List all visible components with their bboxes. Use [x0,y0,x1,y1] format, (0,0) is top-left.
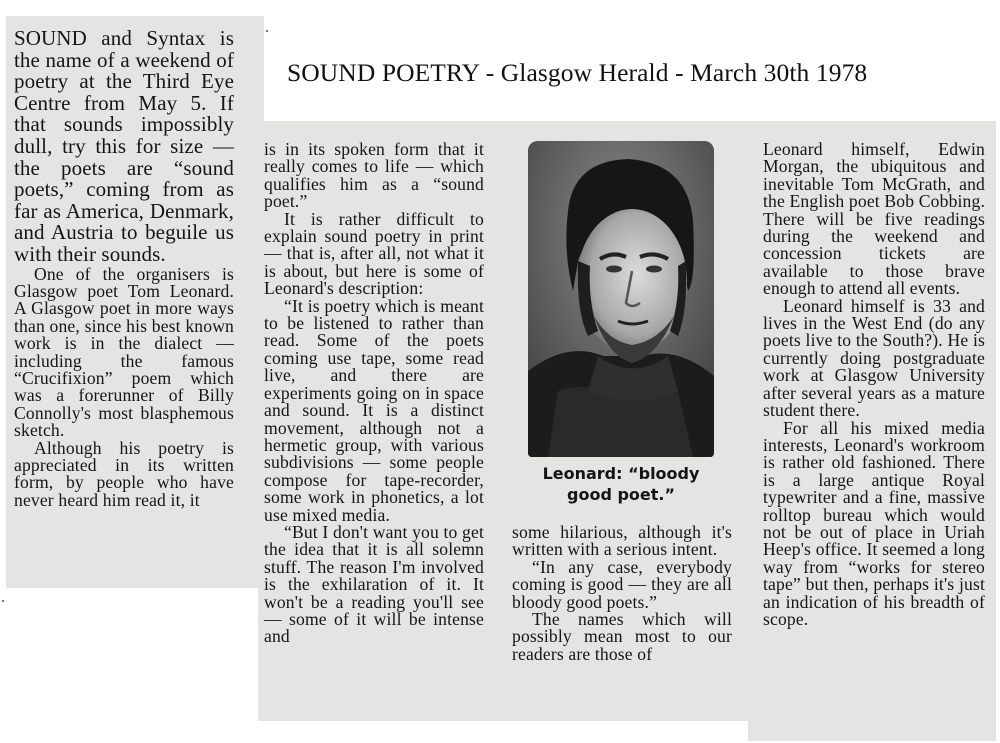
paragraph: Leonard himself, Edwin Morgan, the ubiquitous and inevitable Tom McGrath, and the English poet Bob Cobbing. There will be five readings during the weekend and concession tickets are available to those brave enough to attend all events. [763,139,985,299]
scan-speck [266,30,268,32]
article-column-1 [14,28,234,509]
paragraph: One of the organisers is Glasgow poet Tom Leonard. A Glasgow poet in more ways than one, since his best known work is in the dialect — including the famous “Crucifixion” poem which was a forerunner of Billy Connolly's most blasphemous sketch. [14,263,234,441]
photo-caption: Leonard: “bloody good poet.” [542,464,700,504]
article-column-3 [512,524,732,663]
paragraph: Although his poetry is appreciated in its written form, by people who have never heard him read it, it [14,437,234,510]
portrait-image [528,141,714,457]
article-column-2 [264,141,484,646]
article-column-4 [763,141,985,628]
scan-speck [2,600,4,602]
paragraph: “It is poetry which is meant to be listened to rather than read. Some of the poets coming use tape, some read live, and there are experiments going on in space and sound. It is a distinct movement, although not a hermetic group, with various subdivisions — some people compose for tape-recorder, some work in phonetics, a lot use mixed media. [264,295,484,525]
paragraph: is in its spoken form that it really comes to life — which qualifies him as a “sound poet.” [264,139,484,212]
lead-paragraph: SOUND and Syntax is the name of a weekend of poetry at the Third Eye Centre from May 5. If that sounds impossibly dull, try this for size — the poets are “sound poets,” coming from as far as America, Denmark, and Austria to beguile us with their sounds. [14,26,234,266]
paragraph: It is rather difficult to explain sound poetry in print — that is, after all, not what it is about, but here is some of Leonard's description: [264,208,484,299]
paragraph: The names which will possibly mean most to our readers are those of [512,609,732,664]
paragraph: For all his mixed media interests, Leonard's workroom is rather old fashioned. There is a large antique Royal typewriter and a fine, massive rolltop bureau which would not be out of place in Uriah Heep's office. It seemed a long way from “works for stereo tape” but then, perhaps it's just an indication of his breadth of scope. [763,417,985,629]
page-title: SOUND POETRY - Glasgow Herald - March 30th 1978 [287,58,868,87]
portrait-photo [528,141,714,457]
paragraph: some hilarious, although it's written with a serious intent. [512,522,732,560]
paragraph: “But I don't want you to get the idea that it is all solemn stuff. The reason I'm involved is the exhilaration of it. It won't be a reading you'll see — some of it will be intense and [264,521,484,647]
paragraph: Leonard himself is 33 and lives in the West End (do any poets live to the South?). He is currently doing postgraduate work at Glasgow University after several years as a mature student there. [763,295,985,421]
paragraph: “In any case, everybody coming is good — they are all bloody good poets.” [512,556,732,612]
